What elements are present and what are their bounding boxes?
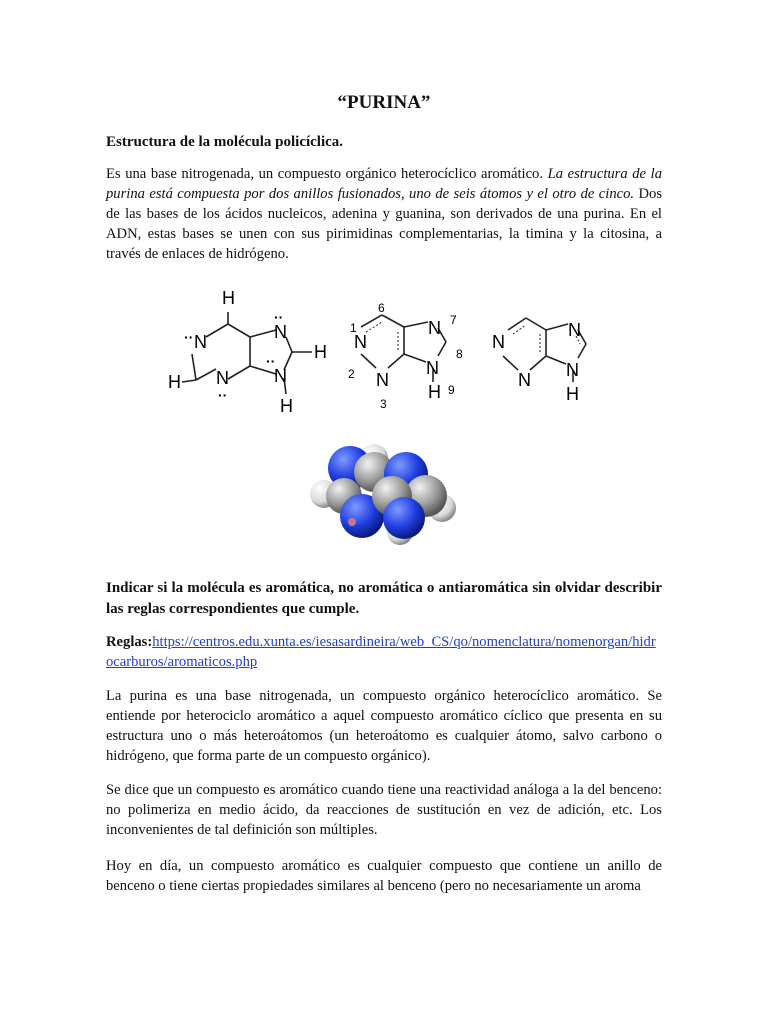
atom-n-label: N	[492, 332, 505, 352]
position-number-2: 2	[348, 367, 355, 381]
position-number-8: 8	[456, 347, 463, 361]
body-paragraph-1: La purina es una base nitrogenada, un compuesto orgánico heterocíclico aromático. Se entiende por heterociclo aromático a aquel compuesto aromático cíclico que presenta en su estructura uno o más heteroátomos (un heteroátomo es cualquier átomo, salvo carbono o hidrógeno, que forma parte de un compuesto orgánico).	[106, 688, 662, 764]
body-paragraph-3: Hoy en día, un compuesto aromático es cualquier compuesto que contiene un anillo de benceno o tiene ciertas propiedades similares al benceno (pero no necesariamente un aroma	[106, 858, 662, 894]
intro-paragraph	[106, 164, 662, 264]
position-number-3: 3	[380, 397, 387, 411]
position-number-9: 9	[448, 383, 455, 397]
body-paragraph-2: Se dice que un compuesto es aromático cuando tiene una reactividad análoga a la del benceno: no polimeriza en medio ácido, da reacciones de sustitución en vez de adición, etc. Los inconvenientes de tal definición son múltiples.	[106, 782, 662, 838]
atom-h-label: H	[280, 396, 293, 416]
intro-text-1: Es una base nitrogenada, un compuesto orgánico heterocíclico aromático.	[106, 166, 548, 182]
atom-n-label: N	[376, 370, 389, 390]
purine-structure-figure	[106, 282, 662, 552]
atom-h-label: H	[428, 382, 441, 402]
atom-n-label: N	[194, 332, 207, 352]
atom-h-label: H	[314, 342, 327, 362]
lone-pair-dots: ··	[184, 329, 194, 345]
atom-n-label: N	[274, 322, 287, 342]
atom-h-label: H	[222, 288, 235, 308]
atom-n-label: N	[566, 360, 579, 380]
atom-h-label: H	[566, 384, 579, 404]
atom-n-label: N	[518, 370, 531, 390]
rules-link[interactable]: https://centros.edu.xunta.es/iesasardineira/web_CS/qo/nomenclatura/nomenorgan/hidrocarburos/aromaticos.php	[106, 634, 656, 670]
space-filling-model	[310, 444, 456, 545]
intro-italic: La estructura de la purina está compuesta por dos anillos fusionados, uno de seis átomos y el otro de cinco.	[106, 166, 662, 202]
atom-n-label: N	[426, 358, 439, 378]
position-number-6: 6	[378, 301, 385, 315]
lone-pair-dots: ··	[274, 309, 284, 325]
intro-text-2: Dos de las bases de los ácidos nucleicos, adenina y guanina, son derivados de una purina. En el ADN, estas bases se unen con sus pirimidinas complementarias, la timina y la citosina, a través de enlaces de hidrógeno.	[106, 186, 662, 262]
atom-h-label: H	[168, 372, 181, 392]
atom-n-label: N	[428, 318, 441, 338]
question-heading: Indicar si la molécula es aromática, no aromática o antiaromática sin olvidar describir las reglas correspondientes que cumple.	[106, 580, 662, 617]
atom-n-label: N	[274, 366, 287, 386]
position-number-7: 7	[450, 313, 457, 327]
rules-label: Reglas:	[106, 634, 153, 650]
document-title: “PURINA”	[337, 92, 431, 113]
atom-n-label: N	[216, 368, 229, 388]
atom-n-label: N	[568, 320, 581, 340]
lone-pair-dots: ··	[218, 387, 228, 403]
rules-line	[106, 632, 662, 672]
position-number-1: 1	[350, 321, 357, 335]
lone-pair-dots: ··	[266, 353, 276, 369]
atom-n-label: N	[354, 332, 367, 352]
section-subheading: Estructura de la molécula policíclica.	[106, 134, 344, 150]
